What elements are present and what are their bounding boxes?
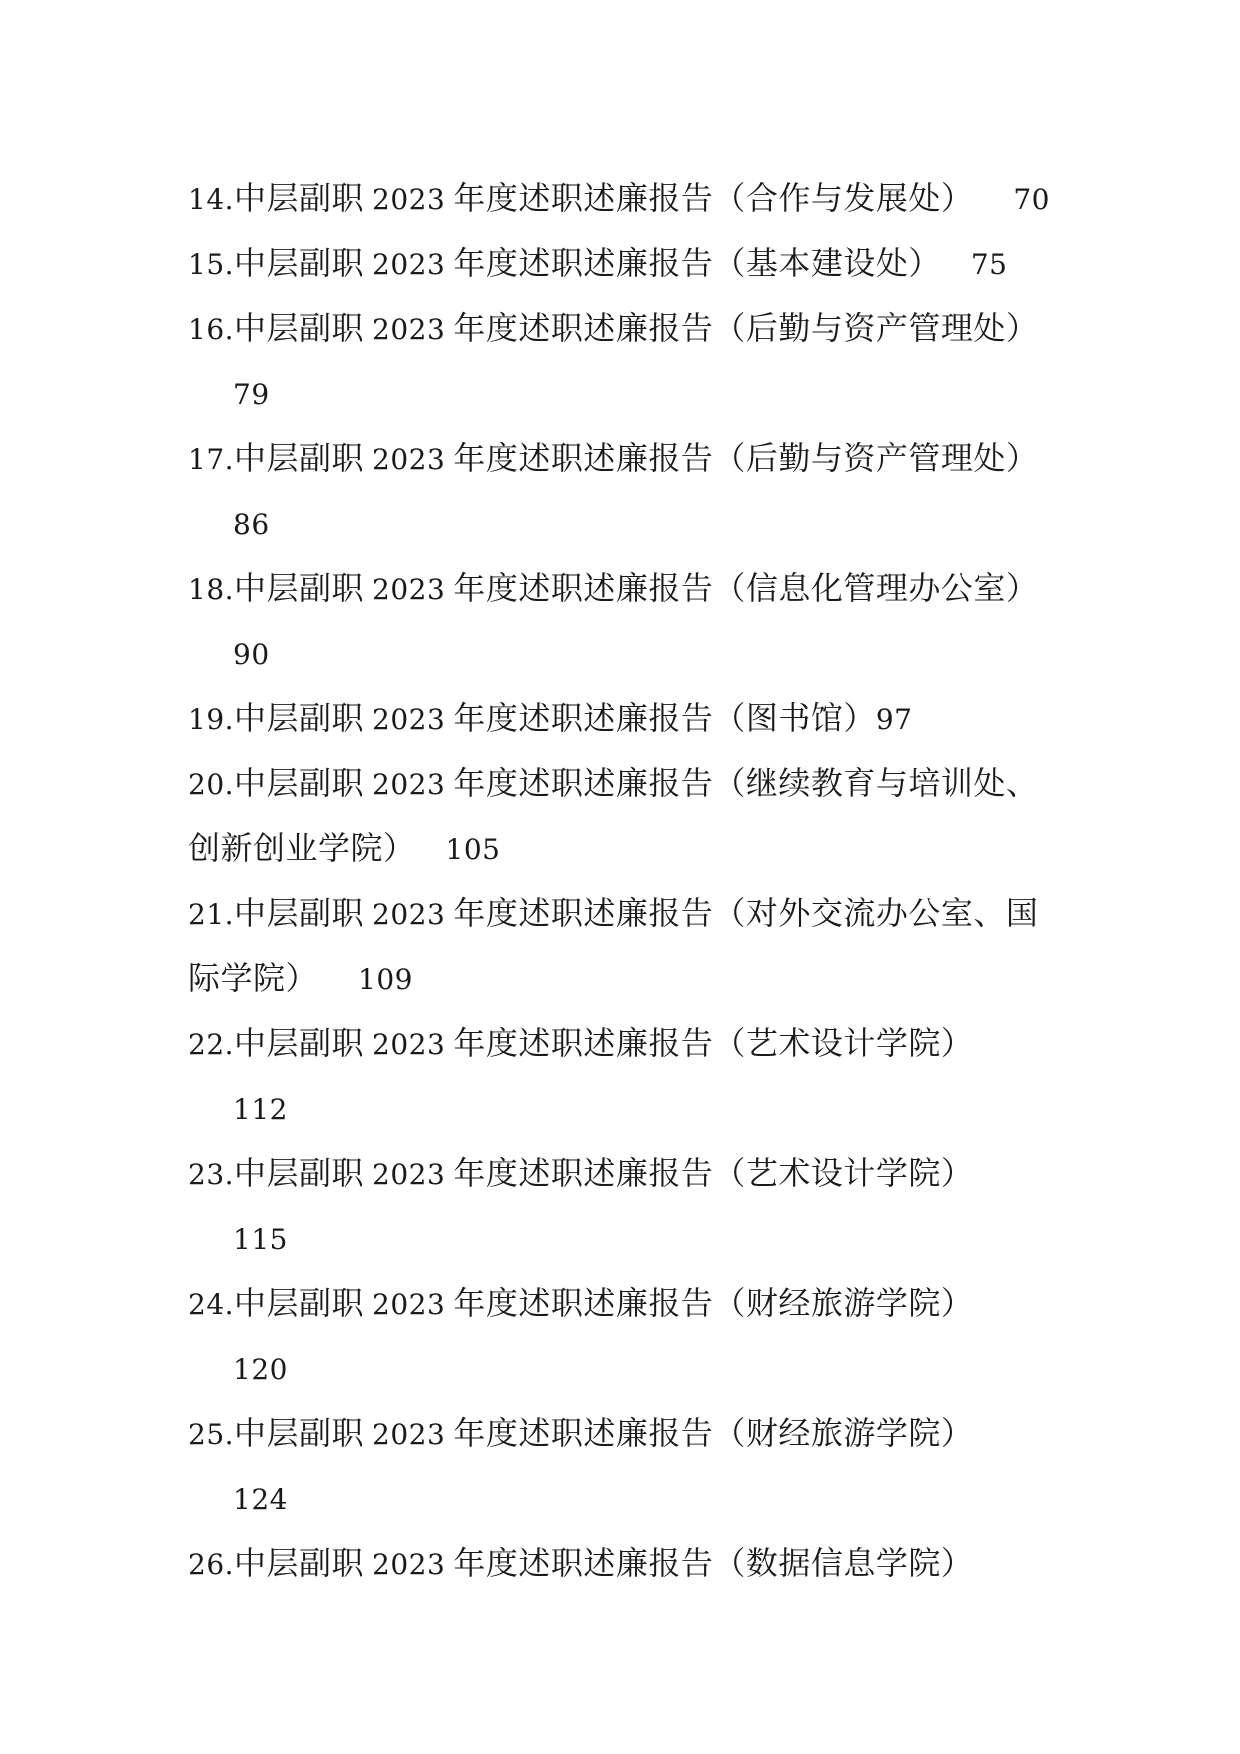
entry-prefix: 中层副职: [234, 439, 365, 477]
entry-year: 2023: [372, 183, 446, 216]
entry-prefix: 中层副职: [234, 309, 365, 347]
entry-page-number: 90: [233, 638, 270, 671]
entry-number: 21.: [188, 898, 235, 931]
entry-year: 2023: [372, 1288, 446, 1321]
entry-page-number: 70: [1013, 183, 1050, 216]
entry-page-number: 120: [233, 1353, 288, 1386]
entry-prefix: 中层副职: [234, 244, 365, 282]
entry-year: 2023: [372, 1418, 446, 1451]
toc-entry-17[interactable]: [188, 426, 1068, 491]
entry-number: 19.: [188, 703, 235, 736]
toc-entry-24-page-line: [188, 1336, 1068, 1401]
entry-title: 年度述职述廉报告（继续教育与培训处、: [453, 764, 1039, 802]
entry-number: 18.: [188, 573, 235, 606]
entry-year: 2023: [372, 248, 446, 281]
entry-prefix: 中层副职: [234, 1414, 365, 1452]
toc-entry-22-page-line: [188, 1076, 1068, 1141]
toc-entry-16[interactable]: [188, 296, 1068, 361]
entry-title: 年度述职述廉报告（信息化管理办公室）: [453, 569, 1039, 607]
entry-page-number: 79: [233, 378, 270, 411]
toc-entry-22[interactable]: [188, 1011, 1068, 1076]
entry-prefix: 中层副职: [234, 699, 365, 737]
toc-entry-24[interactable]: [188, 1271, 1068, 1336]
toc-entry-25-page-line: [188, 1466, 1068, 1531]
toc-entry-18[interactable]: [188, 556, 1068, 621]
entry-number: 16.: [188, 313, 235, 346]
toc-entry-21-continuation: [188, 946, 1068, 1011]
entry-year: 2023: [372, 703, 446, 736]
entry-page-number: 112: [233, 1093, 288, 1126]
entry-year: 2023: [372, 768, 446, 801]
entry-title: 年度述职述廉报告（对外交流办公室、国: [453, 894, 1039, 932]
entry-title: 年度述职述廉报告（合作与发展处）: [453, 179, 974, 217]
entry-page-number: 86: [233, 508, 270, 541]
toc-entry-18-page-line: [188, 621, 1068, 686]
toc-entry-23-page-line: [188, 1206, 1068, 1271]
entry-number: 25.: [188, 1418, 235, 1451]
entry-prefix: 中层副职: [234, 569, 365, 607]
entry-prefix: 中层副职: [234, 1024, 365, 1062]
toc-entry-16-page-line: [188, 361, 1068, 426]
table-of-contents: [188, 166, 1068, 1596]
entry-year: 2023: [372, 443, 446, 476]
entry-year: 2023: [372, 1028, 446, 1061]
entry-number: 14.: [188, 183, 235, 216]
toc-entry-17-page-line: [188, 491, 1068, 556]
toc-entry-25[interactable]: [188, 1401, 1068, 1466]
entry-number: 20.: [188, 768, 235, 801]
entry-title: 年度述职述廉报告（数据信息学院）: [453, 1544, 974, 1582]
entry-title: 年度述职述廉报告（艺术设计学院）: [453, 1024, 974, 1062]
entry-number: 26.: [188, 1548, 235, 1581]
entry-prefix: 中层副职: [234, 1284, 365, 1322]
entry-title: 年度述职述廉报告（艺术设计学院）: [453, 1154, 974, 1192]
entry-prefix: 中层副职: [234, 179, 365, 217]
entry-page-number: 124: [233, 1483, 288, 1516]
toc-entry-20[interactable]: [188, 751, 1068, 816]
toc-entry-26[interactable]: [188, 1531, 1068, 1596]
toc-entry-15[interactable]: [188, 231, 1068, 296]
entry-page-number: 109: [358, 963, 413, 996]
toc-entry-19[interactable]: [188, 686, 1068, 751]
entry-number: 15.: [188, 248, 235, 281]
entry-year: 2023: [372, 313, 446, 346]
entry-page-number: 105: [445, 833, 501, 866]
entry-page-number: 97: [875, 703, 913, 736]
entry-prefix: 中层副职: [234, 764, 365, 802]
entry-title-continuation: 际学院）: [188, 959, 319, 997]
entry-title: 年度述职述廉报告（图书馆）: [453, 699, 876, 737]
entry-year: 2023: [372, 573, 446, 606]
entry-title: 年度述职述廉报告（财经旅游学院）: [453, 1414, 974, 1452]
entry-number: 17.: [188, 443, 235, 476]
entry-year: 2023: [372, 898, 446, 931]
toc-entry-14[interactable]: [188, 166, 1068, 231]
entry-number: 22.: [188, 1028, 235, 1061]
entry-title: 年度述职述廉报告（财经旅游学院）: [453, 1284, 974, 1322]
entry-number: 24.: [188, 1288, 235, 1321]
toc-entry-20-continuation: [188, 816, 1068, 881]
entry-number: 23.: [188, 1158, 235, 1191]
entry-title: 年度述职述廉报告（基本建设处）: [453, 244, 941, 282]
entry-title-continuation: 创新创业学院）: [188, 829, 416, 867]
entry-prefix: 中层副职: [234, 1154, 365, 1192]
entry-year: 2023: [372, 1158, 446, 1191]
entry-prefix: 中层副职: [234, 894, 365, 932]
toc-entry-23[interactable]: [188, 1141, 1068, 1206]
entry-year: 2023: [372, 1548, 446, 1581]
entry-page-number: 115: [233, 1223, 288, 1256]
entry-title: 年度述职述廉报告（后勤与资产管理处）: [453, 439, 1039, 477]
entry-title: 年度述职述廉报告（后勤与资产管理处）: [453, 309, 1039, 347]
toc-entry-21[interactable]: [188, 881, 1068, 946]
entry-page-number: 75: [970, 248, 1008, 281]
entry-prefix: 中层副职: [234, 1544, 365, 1582]
